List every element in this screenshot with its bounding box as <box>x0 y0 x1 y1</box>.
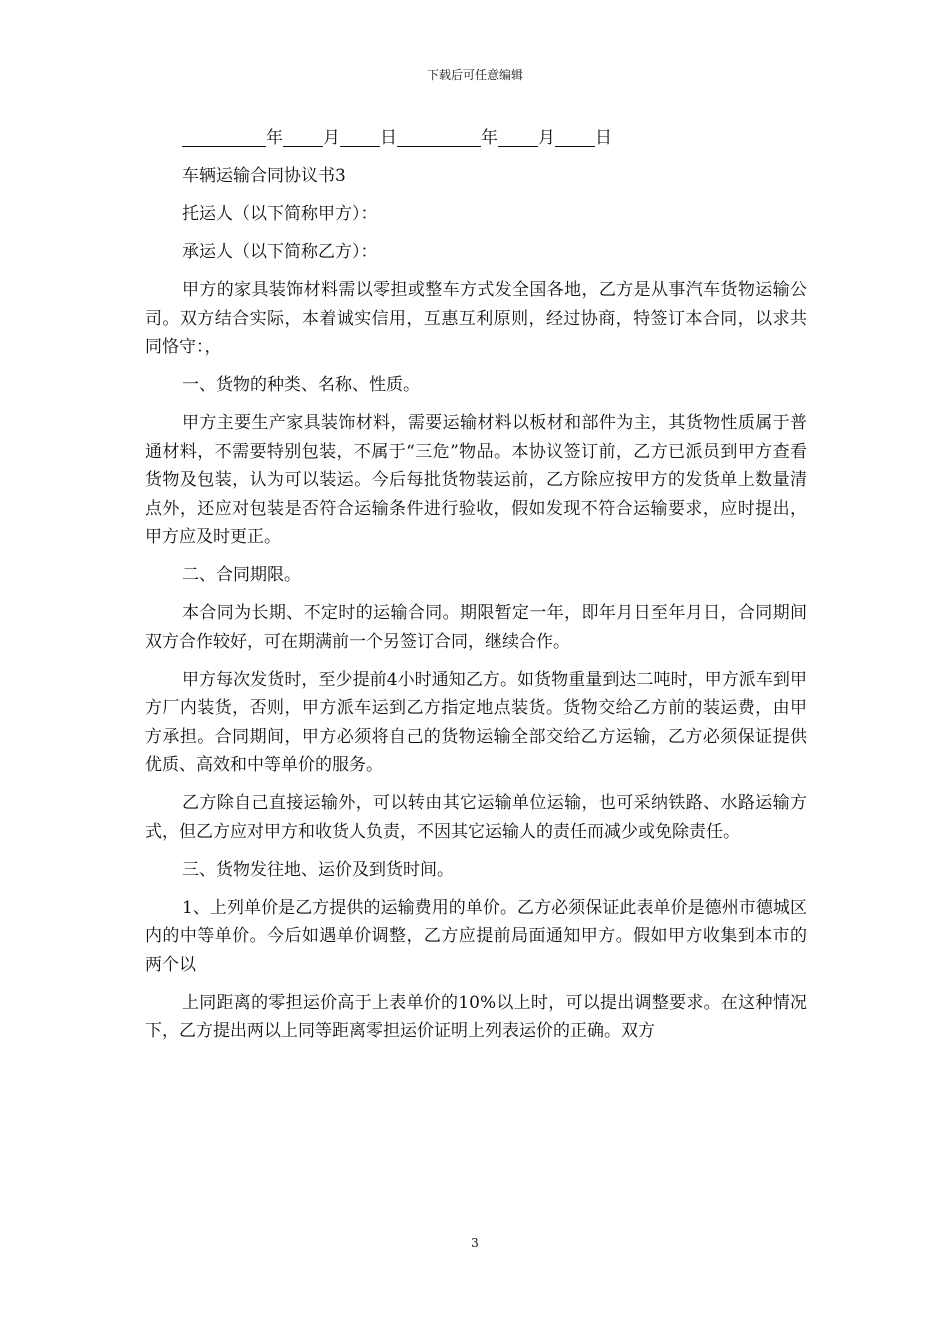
date-signature-line <box>145 124 807 153</box>
day-blank-2 <box>555 126 595 147</box>
page-header <box>0 68 950 82</box>
header-note: 下载后可任意编辑 <box>426 68 523 82</box>
section-3-paragraph-1: 1、上列单价是乙方提供的运输费用的单价。乙方必须保证此表单价是德州市德城区内的中等单价。今后如遇单价调整，乙方应提前局面通知甲方。假如甲方收集到本市的两个以 <box>145 897 807 975</box>
section-2-paragraph-1: 本合同为长期、不定时的运输合同。期限暂定一年，即年月日至年月日，合同期间双方合作较好，可在期满前一个另签订合同，继续合作。 <box>145 603 807 652</box>
section-2-paragraph-3: 乙方除自己直接运输外，可以转由其它运输单位运输，也可采纳铁路、水路运输方式，但乙方应对甲方和收货人负责，不因其它运输人的责任而减少或免除责任。 <box>145 793 807 842</box>
page-number: 3 <box>471 1236 479 1250</box>
day-label-2: 日 <box>595 128 612 148</box>
carrier-line: 承运人（以下简称乙方）： <box>182 242 378 262</box>
section-3-paragraph-2: 上同距离的零担运价高于上表单价的10%以上时，可以提出调整要求。在这种情况下，乙方提出两以上同等距离零担运价证明上列表运价的正确。双方 <box>145 992 807 1041</box>
day-blank <box>340 126 380 147</box>
contract-title: 车辆运输合同协议书3 <box>182 166 346 186</box>
section-1-paragraph: 甲方主要生产家具装饰材料，需要运输材料以板材和部件为主，其货物性质属于普通材料，不需要特别包装，不属于“三危”物品。本协议签订前，乙方已派员到甲方查看货物及包装，认为可以装运。今后每批货物装运前，乙方除应按甲方的发货单上数量清点外，还应对包装是否符合运输条件进行验收，假如发现不符合运输要求，应时提出，甲方应及时更正。 <box>145 413 807 547</box>
year-label-2: 年 <box>481 128 498 148</box>
year-label: 年 <box>266 128 283 148</box>
year-blank-2 <box>397 126 481 147</box>
month-blank <box>283 126 323 147</box>
month-label-2: 月 <box>538 128 555 148</box>
page-footer <box>0 1236 950 1250</box>
document-body <box>145 124 807 1055</box>
year-blank <box>182 126 266 147</box>
section-heading-3: 三、货物发往地、运价及到货时间。 <box>182 859 454 880</box>
section-2-paragraph-2: 甲方每次发货时，至少提前4小时通知乙方。如货物重量到达二吨时，甲方派车到甲方厂内装货，否则，甲方派车运到乙方指定地点装货。货物交给乙方前的装运费，由甲方承担。合同期间，甲方必须将自己的货物运输全部交给乙方运输，乙方必须保证提供优质、高效和中等单价的服务。 <box>145 669 807 775</box>
section-heading-2: 二、合同期限。 <box>182 565 301 585</box>
consignor-line: 托运人（以下简称甲方）： <box>182 204 378 224</box>
preamble-paragraph: 甲方的家具装饰材料需以零担或整车方式发全国各地，乙方是从事汽车货物运输公司。双方结合实际，本着诚实信用，互惠互利原则，经过协商，特签订本合同，以求共同恪守：， <box>145 280 807 357</box>
month-blank-2 <box>498 126 538 147</box>
section-heading-1: 一、货物的种类、名称、性质。 <box>182 375 420 395</box>
month-label: 月 <box>323 128 340 148</box>
day-label: 日 <box>380 128 397 148</box>
